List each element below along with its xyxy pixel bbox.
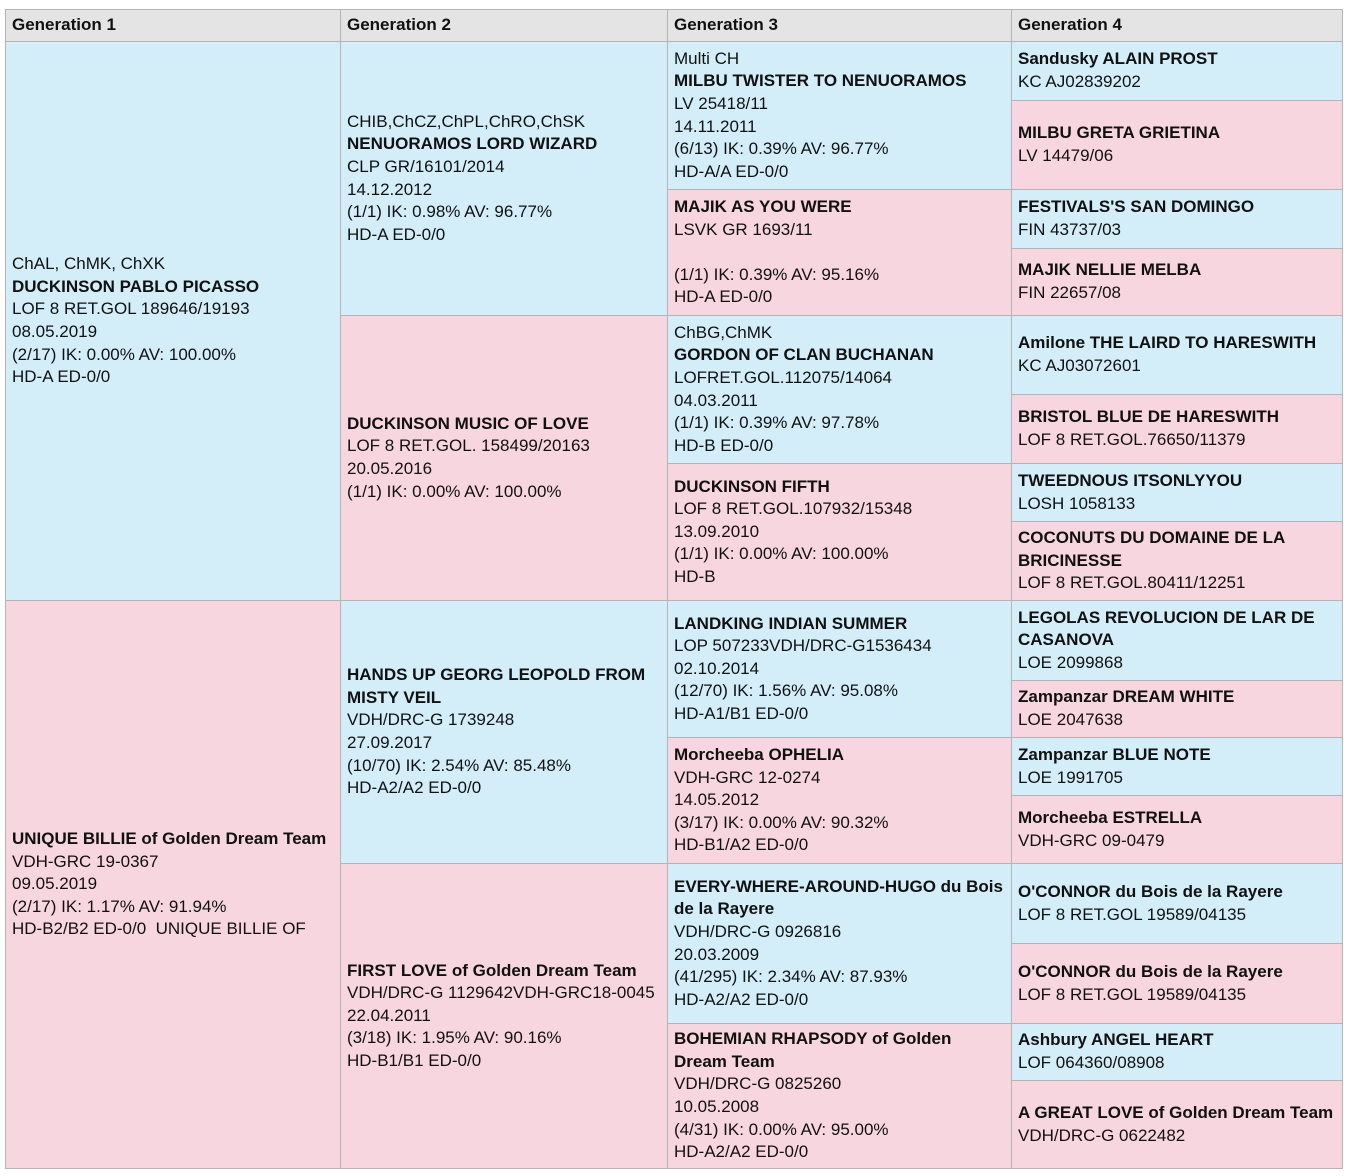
g3-cell-5 [668, 601, 1012, 738]
g4-cell-16 [1012, 1081, 1343, 1169]
g2-2-name[interactable]: DUCKINSON MUSIC OF LOVE [347, 413, 589, 433]
g4-14-reg: LOF 8 RET.GOL 19589/04135 [1018, 984, 1247, 1004]
g4-cell-11 [1012, 738, 1343, 796]
g4-8-name[interactable]: COCONUTS DU DOMAINE DE LA BRICINESSE [1018, 528, 1285, 570]
g4-7-reg: LOSH 1058133 [1018, 493, 1136, 513]
g4-cell-2 [1012, 101, 1343, 190]
g3-1-dob: 14.11.2011 [674, 116, 757, 136]
g4-cell-9 [1012, 601, 1343, 681]
g1-sire-dob: 08.05.2019 [12, 322, 98, 341]
g3-5-reg: LOP 507233VDH/DRC-G1536434 [674, 636, 932, 656]
g1-sire-stats: (2/17) IK: 0.00% AV: 100.00% [12, 344, 236, 364]
g3-4-name[interactable]: DUCKINSON FIFTH [674, 476, 830, 496]
g2-4-health: HD-B1/B1 ED-0/0 [347, 1050, 482, 1070]
g3-6-reg: VDH-GRC 12-0274 [674, 767, 821, 787]
g1-sire-reg: LOF 8 RET.GOL 189646/19193 [12, 299, 250, 319]
g3-cell-1 [668, 42, 1012, 190]
g4-4-name[interactable]: MAJIK NELLIE MELBA [1018, 260, 1202, 280]
g3-5-health: HD-A1/B1 ED-0/0 [674, 703, 809, 723]
g4-16-name[interactable]: A GREAT LOVE of Golden Dream Team [1018, 1102, 1334, 1122]
g3-8-health: HD-A2/A2 ED-0/0 [674, 1142, 809, 1162]
pedigree-container [5, 9, 1343, 1169]
g3-1-stats: (6/13) IK: 0.39% AV: 96.77% [674, 139, 889, 159]
g2-1-health: HD-A ED-0/0 [347, 224, 446, 244]
g4-cell-15 [1012, 1024, 1343, 1081]
g3-6-stats: (3/17) IK: 0.00% AV: 90.32% [674, 812, 889, 832]
g3-3-dob: 04.03.2011 [674, 390, 758, 410]
g3-6-name[interactable]: Morcheeba OPHELIA [674, 745, 845, 765]
g4-5-name[interactable]: Amilone THE LAIRD TO HARESWITH [1018, 333, 1317, 353]
g3-1-name[interactable]: MILBU TWISTER TO NENUORAMOS [674, 71, 967, 91]
g2-3-reg: VDH/DRC-G 1739248 [347, 710, 515, 730]
g4-15-name[interactable]: Ashbury ANGEL HEART [1018, 1030, 1214, 1050]
pedigree-row [6, 42, 1343, 101]
g4-1-name[interactable]: Sandusky ALAIN PROST [1018, 49, 1218, 69]
g4-9-reg: LOE 2099868 [1018, 652, 1123, 672]
g4-2-name[interactable]: MILBU GRETA GRIETINA [1018, 123, 1221, 143]
g4-15-reg: LOF 064360/08908 [1018, 1053, 1165, 1072]
g2-3-stats: (10/70) IK: 2.54% AV: 85.48% [347, 755, 571, 775]
g4-cell-14 [1012, 944, 1343, 1024]
g1-dam-stats: (2/17) IK: 1.17% AV: 91.94% [12, 896, 227, 916]
g3-3-health: HD-B ED-0/0 [674, 435, 774, 455]
g4-13-reg: LOF 8 RET.GOL 19589/04135 [1018, 904, 1247, 924]
g4-3-reg: FIN 43737/03 [1018, 220, 1122, 239]
g2-cell-1 [341, 42, 668, 316]
pedigree-row [6, 601, 1343, 681]
g3-7-stats: (41/295) IK: 2.34% AV: 87.93% [674, 967, 908, 987]
g3-3-name[interactable]: GORDON OF CLAN BUCHANAN [674, 345, 934, 365]
g3-3-reg: LOFRET.GOL.112075/14064 [674, 367, 892, 387]
g2-cell-4 [341, 864, 668, 1169]
g4-1-reg: KC AJ02839202 [1018, 72, 1141, 91]
g1-dam-cell [6, 601, 341, 1169]
g1-sire-titles: ChAL, ChMK, ChXK [12, 254, 166, 274]
g3-2-reg: LSVK GR 1693/11 [674, 219, 813, 239]
g2-4-dob: 22.04.2011 [347, 1005, 431, 1025]
g3-7-health: HD-A2/A2 ED-0/0 [674, 989, 809, 1009]
g3-cell-4 [668, 464, 1012, 601]
g3-7-name[interactable]: EVERY-WHERE-AROUND-HUGO du Bois de la Rayere [674, 876, 1003, 919]
g4-6-name[interactable]: BRISTOL BLUE DE HARESWITH [1018, 407, 1279, 427]
g4-cell-4 [1012, 249, 1343, 316]
g4-5-reg: KC AJ03072601 [1018, 356, 1141, 375]
g3-5-stats: (12/70) IK: 1.56% AV: 95.08% [674, 681, 898, 701]
g3-4-dob: 13.09.2010 [674, 521, 760, 541]
g2-4-name[interactable]: FIRST LOVE of Golden Dream Team [347, 960, 637, 980]
g2-2-stats: (1/1) IK: 0.00% AV: 100.00% [347, 481, 562, 501]
g2-1-stats: (1/1) IK: 0.98% AV: 96.77% [347, 202, 553, 222]
g4-cell-13 [1012, 864, 1343, 944]
g2-2-dob: 20.05.2016 [347, 459, 433, 478]
header-generation-3: Generation 3 [668, 10, 1012, 42]
g1-sire-name[interactable]: DUCKINSON PABLO PICASSO [12, 276, 260, 296]
g3-cell-2 [668, 190, 1012, 316]
g3-4-stats: (1/1) IK: 0.00% AV: 100.00% [674, 544, 889, 564]
g1-dam-name[interactable]: UNIQUE BILLIE of Golden Dream Team [12, 829, 327, 849]
header-generation-2: Generation 2 [341, 10, 668, 42]
g3-4-health: HD-B [674, 566, 716, 586]
g3-1-titles: Multi CH [674, 48, 740, 68]
g1-dam-dob: 09.05.2019 [12, 874, 98, 894]
g3-7-dob: 20.03.2009 [674, 944, 760, 964]
g2-3-dob: 27.09.2017 [347, 733, 433, 752]
g3-6-health: HD-B1/A2 ED-0/0 [674, 835, 809, 855]
g4-13-name[interactable]: O'CONNOR du Bois de la Rayere [1018, 881, 1283, 901]
g4-11-reg: LOE 1991705 [1018, 767, 1123, 787]
g2-1-name[interactable]: NENUORAMOS LORD WIZARD [347, 134, 598, 154]
g2-2-reg: LOF 8 RET.GOL. 158499/20163 [347, 436, 590, 456]
g3-3-stats: (1/1) IK: 0.39% AV: 97.78% [674, 413, 880, 433]
g4-cell-12 [1012, 796, 1343, 864]
g2-3-name[interactable]: HANDS UP GEORG LEOPOLD FROM MISTY VEIL [347, 665, 646, 707]
g4-cell-3 [1012, 190, 1343, 249]
g3-cell-8 [668, 1024, 1012, 1169]
g4-7-name[interactable]: TWEEDNOUS ITSONLYYOU [1018, 470, 1243, 490]
g4-16-reg: VDH/DRC-G 0622482 [1018, 1125, 1186, 1145]
g4-2-reg: LV 14479/06 [1018, 146, 1114, 165]
g3-1-health: HD-A/A ED-0/0 [674, 161, 789, 181]
header-generation-4: Generation 4 [1012, 10, 1343, 42]
g3-8-dob: 10.05.2008 [674, 1097, 760, 1116]
g2-cell-3 [341, 601, 668, 864]
g3-1-reg: LV 25418/11 [674, 93, 768, 113]
g2-4-reg: VDH/DRC-G 1129642VDH-GRC18-0045 [347, 983, 655, 1003]
g3-4-reg: LOF 8 RET.GOL.107932/15348 [674, 499, 913, 519]
g3-7-reg: VDH/DRC-G 0926816 [674, 921, 842, 941]
header-row [6, 10, 1343, 42]
g3-2-stats: (1/1) IK: 0.39% AV: 95.16% [674, 264, 880, 284]
g2-1-dob: 14.12.2012 [347, 179, 433, 199]
g4-14-name[interactable]: O'CONNOR du Bois de la Rayere [1018, 961, 1283, 981]
g4-8-reg: LOF 8 RET.GOL.80411/12251 [1018, 573, 1246, 593]
g3-5-name[interactable]: LANDKING INDIAN SUMMER [674, 613, 908, 633]
g3-cell-6 [668, 738, 1012, 864]
g2-4-stats: (3/18) IK: 1.95% AV: 90.16% [347, 1028, 562, 1048]
g4-cell-8 [1012, 522, 1343, 601]
g3-8-name[interactable]: BOHEMIAN RHAPSODY of Golden Dream Team [674, 1029, 952, 1071]
g4-cell-6 [1012, 395, 1343, 464]
g3-6-dob: 14.05.2012 [674, 790, 760, 810]
g3-cell-3 [668, 316, 1012, 464]
g4-10-name[interactable]: Zampanzar DREAM WHITE [1018, 687, 1235, 707]
g3-2-name[interactable]: MAJIK AS YOU WERE [674, 197, 852, 217]
g1-sire-cell [6, 42, 341, 601]
g2-1-titles: CHIB,ChCZ,ChPL,ChRO,ChSK [347, 111, 586, 131]
g4-cell-1 [1012, 42, 1343, 101]
g1-sire-health: HD-A ED-0/0 [12, 367, 111, 387]
g3-2-empty-line [674, 241, 1005, 264]
g4-12-reg: VDH-GRC 09-0479 [1018, 830, 1165, 850]
g4-9-name[interactable]: LEGOLAS REVOLUCION DE LAR DE CASANOVA [1018, 607, 1315, 650]
g4-cell-7 [1012, 464, 1343, 522]
g4-3-name[interactable]: FESTIVALS'S SAN DOMINGO [1018, 197, 1255, 217]
g2-3-health: HD-A2/A2 ED-0/0 [347, 778, 482, 798]
g3-2-health: HD-A ED-0/0 [674, 287, 773, 307]
g3-8-stats: (4/31) IK: 0.00% AV: 95.00% [674, 1119, 889, 1139]
header-generation-1: Generation 1 [6, 10, 341, 42]
g4-10-reg: LOE 2047638 [1018, 710, 1123, 729]
g4-12-name[interactable]: Morcheeba ESTRELLA [1018, 807, 1203, 827]
g3-cell-7 [668, 864, 1012, 1024]
g4-6-reg: LOF 8 RET.GOL.76650/11379 [1018, 430, 1246, 449]
g2-1-reg: CLP GR/16101/2014 [347, 156, 505, 176]
g3-8-reg: VDH/DRC-G 0825260 [674, 1074, 842, 1094]
g1-dam-health: HD-B2/B2 ED-0/0 UNIQUE BILLIE OF [12, 919, 306, 939]
g4-cell-10 [1012, 681, 1343, 738]
g2-cell-2 [341, 316, 668, 601]
pedigree-table [5, 9, 1343, 1169]
g4-cell-5 [1012, 316, 1343, 395]
g4-4-reg: FIN 22657/08 [1018, 283, 1122, 302]
g3-5-dob: 02.10.2014 [674, 658, 760, 678]
g3-3-titles: ChBG,ChMK [674, 322, 773, 342]
g4-11-name[interactable]: Zampanzar BLUE NOTE [1018, 744, 1211, 764]
g1-dam-reg: VDH-GRC 19-0367 [12, 851, 159, 871]
